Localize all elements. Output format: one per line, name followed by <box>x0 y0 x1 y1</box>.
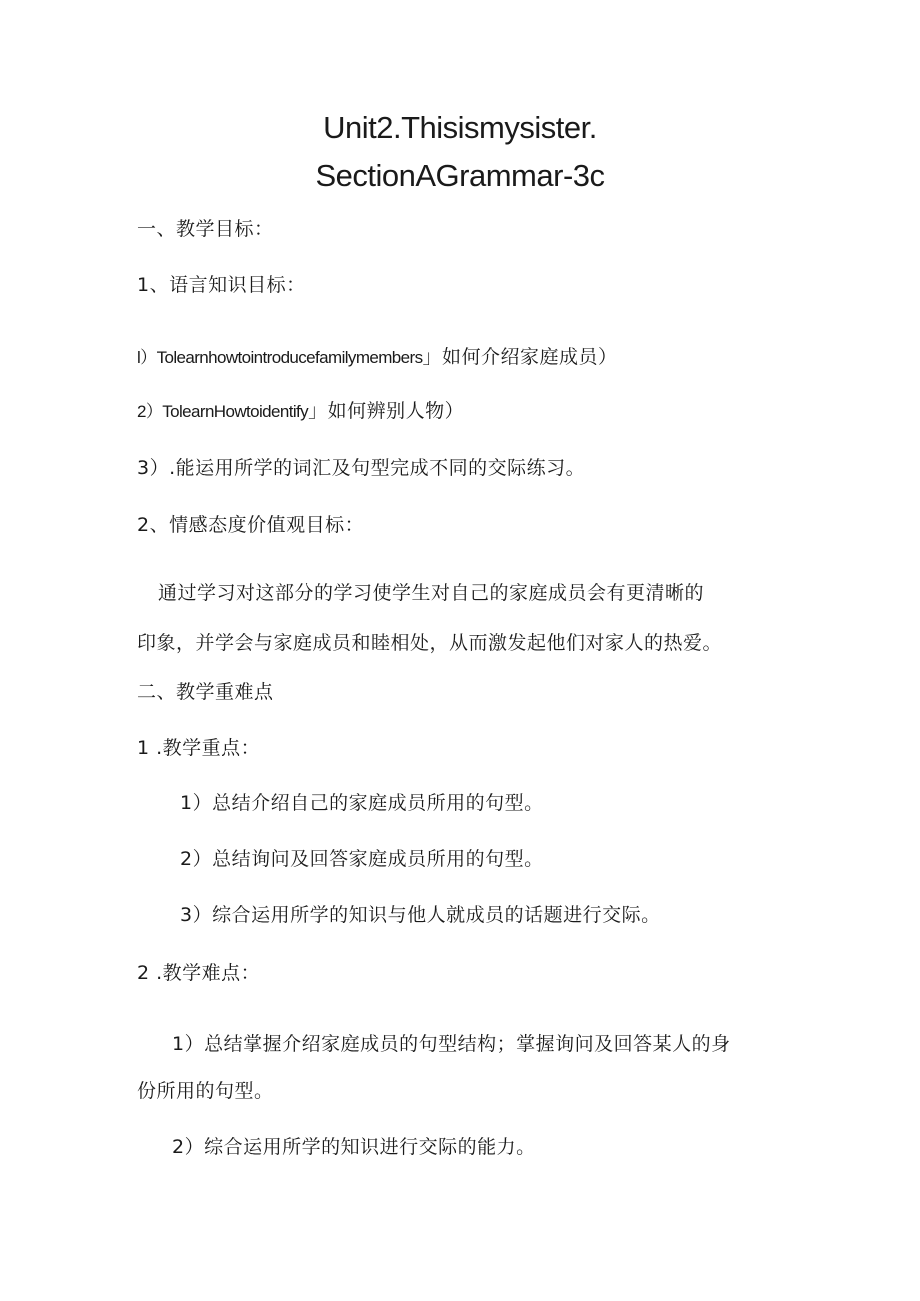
objective-item-3: 3）.能运用所学的词汇及句型完成不同的交际练习。 <box>137 457 586 479</box>
objective-item-2-chinese: 」如何辨别人物） <box>308 400 465 422</box>
objective-item-2 <box>137 396 464 423</box>
key-points-heading: 1 .教学重点： <box>137 737 261 759</box>
key-point-item-3: 3）综合运用所学的知识与他人就成员的话题进行交际。 <box>180 904 661 926</box>
difficulty-item-1-line-1: 1）总结掌握介绍家庭成员的句型结构；掌握询问及回答某人的身 <box>172 1033 731 1055</box>
objective-item-2-english: 2）TolearnHowtoidentify <box>137 402 309 421</box>
key-point-item-1: 1）总结介绍自己的家庭成员所用的句型。 <box>180 792 544 814</box>
objective-item-1 <box>137 342 618 369</box>
section-1-heading: 一、教学目标： <box>137 218 274 240</box>
objective-item-1-english: l）Tolearnhowtointroducefamilymembers <box>137 348 423 367</box>
objective-item-1-chinese: 」如何介绍家庭成员） <box>422 346 618 368</box>
difficulty-item-1-line-2: 份所用的句型。 <box>137 1080 274 1102</box>
emotional-goal-heading: 2、情感态度价值观目标： <box>137 514 365 536</box>
difficulty-item-2: 2）综合运用所学的知识进行交际的能力。 <box>172 1136 536 1158</box>
language-knowledge-heading: 1、语言知识目标： <box>137 274 306 296</box>
difficulties-heading: 2 .教学难点： <box>137 962 261 984</box>
section-2-heading: 二、教学重难点 <box>137 681 274 703</box>
title-line-1: Unit2.Thisismysister. <box>323 110 597 145</box>
emotional-goal-paragraph-line-1: 通过学习对这部分的学习使学生对自己的家庭成员会有更清晰的 <box>158 582 705 604</box>
key-point-item-2: 2）总结询问及回答家庭成员所用的句型。 <box>180 848 544 870</box>
title-line-2: SectionAGrammar-3c <box>315 158 605 193</box>
emotional-goal-paragraph-line-2: 印象，并学会与家庭成员和睦相处，从而激发起他们对家人的热爱。 <box>137 632 723 654</box>
